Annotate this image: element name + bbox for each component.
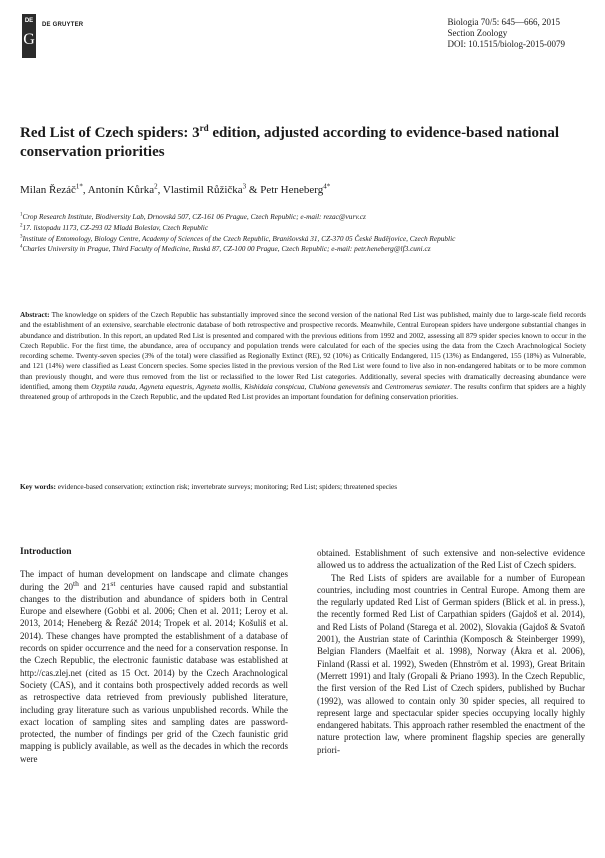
abstract-species-2: Centromerus semiater [384, 382, 451, 392]
left-column [20, 546, 288, 765]
abstract-and: and [369, 382, 385, 392]
right-column [317, 547, 585, 756]
affiliations [20, 212, 586, 255]
author-4: & Petr Heneberg [246, 184, 324, 196]
title-part-2: edition, adjusted according to evidence-based national conservation priorities [20, 125, 560, 160]
section-heading-introduction: Introduction [20, 547, 72, 557]
author-list [20, 184, 330, 196]
affiliation-2-sup: 2 [20, 223, 23, 229]
affiliation-2-text: 17. listopadu 1173, CZ-293 02 Mladá Boleslav, Czech Republic [22, 222, 209, 232]
author-1: Milan Řezáč [20, 184, 76, 196]
intro-paragraph-1-cont: obtained. Establishment of such extensive and non-selective evidence allowed us to address the actualization of the Red List of Czech spiders. [317, 548, 585, 571]
title-sup: rd [199, 123, 209, 133]
affiliation-3-text: Institute of Entomology, Biology Centre, Academy of Sciences of the Czech Republic, Branišovská 31, CZ-370 05 České Budějovice, Czech Republic [22, 233, 456, 243]
intro-text-b: and 21 [78, 581, 111, 592]
author-3-sup: 3 [242, 182, 247, 191]
intro-paragraph-1 [20, 568, 288, 765]
article-title [20, 124, 580, 162]
intro-sup-st: st [110, 578, 116, 588]
journal-doi: DOI: 10.1515/biolog-2015-0079 [447, 39, 565, 49]
title-part-1: Red List of Czech spiders: 3 [20, 125, 200, 141]
intro-text-a: The impact of human development on landscape and climate changes during the 20 [20, 569, 288, 592]
affiliation-2 [20, 223, 586, 234]
journal-citation: Biologia 70/5: 645—666, 2015 [447, 17, 560, 27]
abstract-species: Ozyptila rauda, Agyneta equestris, Agyneta mollis, Kishidaia conspicua, Clubiona genevensis [91, 382, 370, 392]
author-1-sup: 1* [75, 182, 83, 191]
author-2-sup: 2 [154, 182, 158, 191]
keywords [20, 482, 586, 492]
abstract-label: Abstract: [20, 310, 50, 319]
publisher-name: DE GRUYTER [42, 22, 84, 28]
abstract-text-end: . The results confirm that spiders are a highly threatened group of arthropods in the Czech Republic, and the updated Red List provides an important foundation for defining conservation priorities. [20, 382, 586, 402]
intro-paragraph-2: The Red Lists of spiders are available for a number of European countries, including most countries in Central Europe. Among them are the regularly updated Red List of German spiders (Blick et al. in press.), the recently formed Red List of Carpathian spiders (Gajdoš et al. 2014), and Red Lists of Poland (Starega et al. 2002), Slovakia (Gajdoš & Svatoň 2001), the Austrian state of Carinthia (Komposch & Steinberger 1999), Belgian Flanders (Maelfait et al. 1998), Norway (Åkra et al. 2006), Finland (Rassi et al. 1992), Sweden (Ehnström et al. 1993), Great Britain (Merrett 1991) and Italy (Gropali & Priano 1993). In the Czech Republic, the first version of the Red List of Czech spiders, published by Buchar (1992), was allowed to contain only 30 spider species, all required to represent large and spectacular spider species occupying locally highly endangered habitats. This approach rather resembled the enactment of the nature protection law, where prominent flagship species are generally priori- [317, 572, 585, 755]
abstract [20, 310, 586, 403]
affiliation-4-sup: 4 [20, 244, 23, 250]
affiliation-1-sup: 1 [20, 212, 23, 218]
affiliation-3-sup: 3 [20, 234, 23, 240]
logo-text-g: G [23, 31, 35, 48]
logo-text-de: DE [24, 18, 34, 24]
affiliation-3 [20, 234, 586, 245]
keywords-label: Key words: [20, 482, 56, 491]
intro-sup-th: th [73, 578, 79, 588]
journal-section: Section Zoology [447, 28, 508, 38]
publisher-logo [22, 14, 36, 58]
author-2: , Antonín Kůrka [82, 184, 155, 196]
abstract-text: The knowledge on spiders of the Czech Republic has substantially improved since the second version of the national Red List was published, mainly due to large-scale field records and the establishment of an extensive, searchable electronic database of both retrospective and prospective records. Meanwhile, Central European spiders have undergone substantial changes in abundance and distribution. In this report, an updated Red List is presented and compared with the previous editions from 1992 and 2002, assessing all 879 spider species known to occur in the Czech Republic. For the first time, the abundance, area of occupancy and population trends were calculated for each of the species using the data from the Czech Arachnological Society recording scheme. Twenty-seven species (3% of the total) were classified as Regionally Extinct (RE), 92 (10%) as Critically Endangered, 115 (13%) as Endangered, 155 (18%) as Vulnerable, and 121 (14%) were classified as Least Concern species. Some species listed in the previous version of the Red List were found to live also in non-endangered habitats or to be more common than previously thought, and were thus removed from the list or reclassified to the lower Red List categories. Additionally, several species with dramatically decreasing abundance were identified, among them [20, 310, 586, 392]
affiliation-1 [20, 212, 586, 223]
affiliation-4 [20, 244, 586, 255]
author-4-sup: 4* [323, 182, 331, 191]
journal-info [448, 17, 566, 50]
affiliation-1-text: Crop Research Institute, Biodiversity Lab, Drnovská 507, CZ-161 06 Prague, Czech Republic; e-mail: rezac@vurv.cz [22, 212, 366, 221]
affiliation-4-text: Charles University in Prague, Third Faculty of Medicine, Ruská 87, CZ-100 00 Prague, Czech Republic; e-mail: petr.heneberg@lf3.cuni.cz [22, 244, 431, 254]
author-3: , Vlastimil Růžička [157, 184, 243, 196]
intro-text-c: centuries have caused rapid and substantial changes to the distribution and abundance of spiders both in Central Europe and elsewhere (Gobbi et al. 2006; Chen et al. 2011; Leroy et al. 2013, 2014; Heneberg & Řezáč 2014; Tropek et al. 2014; Košuliš et al. 2014). These changes have prompted the establishment of a database of records on spider occurrence and the need for a conservation response. In the Czech Republic, the electronic faunistic database was established at http://cas.zlej.net (cited as 15 Oct. 2014) by the Czech Arachnological Society (CAS), and it contains both prospectively added records as well as retrospective data retrieved from previously published literature, including gray literature such as various unpublished records. While the exact location of sampling sites and sampling dates are password-protected, the number of findings per grid of the Czech faunistic grid mapping is publicly available, as well as the decades in which the records were [20, 581, 288, 764]
keywords-text: evidence-based conservation; extinction risk; invertebrate surveys; monitoring; Red List; spiders; threatened species [55, 482, 398, 491]
